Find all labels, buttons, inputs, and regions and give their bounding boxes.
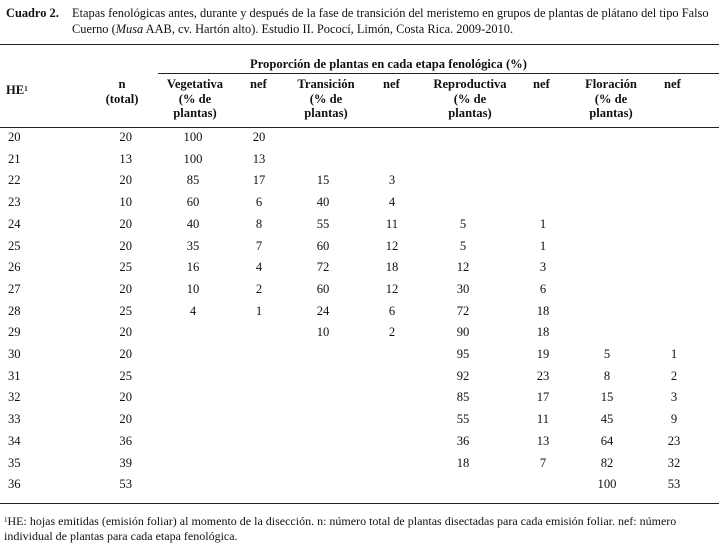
cell-reproductiva-nef: 18 [536, 325, 550, 340]
cell-reproductiva: 95 [456, 347, 470, 361]
cell-transicion-nef: 12 [385, 238, 399, 253]
cell-reproductiva: 18 [456, 455, 470, 470]
table-row [0, 195, 719, 217]
header-rule [0, 127, 719, 128]
caption-text: Etapas fenológicas antes, durante y después de la fase de transición del meristemo en grupos de plantas de plátano del tipo Falso Cuerno (Musa AAB, cv. Hartón alto). Estudio II. Pococí, Limón, Costa Rica. 2009-2010. [72, 6, 709, 36]
cell-n-total: 20 [119, 238, 132, 253]
cell-vegetativa: 10 [186, 281, 200, 296]
cell-vegetativa-nef: 8 [255, 216, 263, 231]
top-rule [0, 44, 719, 45]
cell-reproductiva-nef: 19 [536, 347, 550, 361]
cell-vegetativa-nef: 7 [255, 238, 263, 253]
cell-n-total: 20 [119, 412, 132, 427]
cell-transicion-nef: 6 [388, 303, 396, 318]
cell-vegetativa-nef: 2 [255, 281, 263, 296]
table-row [0, 239, 719, 261]
cell-reproductiva-nef: 1 [539, 216, 547, 231]
cell-transicion: 72 [316, 260, 330, 275]
cell-floracion: 15 [600, 390, 614, 405]
table-row [0, 456, 719, 478]
cell-n-total: 39 [119, 455, 132, 470]
cell-floracion: 64 [600, 433, 614, 448]
cell-floracion-nef: 1 [670, 347, 678, 361]
cell-transicion-nef: 12 [385, 281, 399, 296]
cell-transicion-nef: 18 [385, 260, 399, 275]
footnote: $^1$HE: hojas emitidas (emisión foliar) al momento de la disección. n: número total de plantas disectadas para cada emisión foliar. nef: número individual de plantas para cada etapa fenológica. [4, 514, 677, 543]
cell-transicion: 15 [316, 173, 330, 188]
cell-floracion-nef: 32 [667, 455, 681, 470]
cell-floracion-nef: 9 [670, 412, 678, 427]
cell-floracion-nef: 23 [667, 433, 681, 448]
transicion-nef-header: nef [383, 77, 400, 91]
group-title: Proporción de plantas en cada etapa fenológica (%) [250, 57, 527, 71]
cell-floracion-nef: 53 [667, 477, 681, 492]
cell-reproductiva: 72 [456, 303, 470, 318]
cell-vegetativa: 60 [186, 195, 200, 210]
cell-vegetativa: 100 [183, 130, 203, 144]
cell-n-total: 36 [119, 433, 132, 448]
cell-he: 36 [8, 477, 21, 492]
cell-reproductiva: 55 [456, 412, 470, 427]
he-header: $HE^1$ [6, 83, 28, 97]
cell-reproductiva-nef: 23 [536, 368, 550, 383]
cell-n-total: 20 [119, 173, 132, 188]
caption-label: Cuadro 2. [6, 6, 59, 20]
cell-floracion-nef: 2 [670, 368, 678, 383]
cell-he: 32 [8, 390, 21, 405]
cell-n-total: 20 [119, 390, 132, 405]
cell-he: 25 [8, 238, 21, 253]
cell-reproductiva-nef: 17 [536, 390, 550, 405]
cell-vegetativa: 100 [183, 151, 203, 166]
floracion-nef-header: nef [664, 77, 681, 91]
cell-reproductiva-nef: 3 [539, 260, 547, 275]
table-row [0, 260, 719, 282]
cell-reproductiva: 5 [459, 238, 467, 253]
floracion-header: Floración (% de plantas) [585, 77, 637, 120]
cell-he: 20 [8, 130, 21, 144]
cell-transicion-nef: 4 [388, 195, 396, 210]
table-row [0, 282, 719, 304]
cell-floracion-nef: 3 [670, 390, 678, 405]
cell-vegetativa-nef: 6 [255, 195, 263, 210]
table-row [0, 434, 719, 456]
cell-he: 30 [8, 347, 21, 361]
cell-he: 23 [8, 195, 21, 210]
cell-reproductiva: 90 [456, 325, 470, 340]
table-row [0, 130, 719, 152]
table-row [0, 477, 719, 499]
cell-transicion: 10 [316, 325, 330, 340]
cell-transicion: 60 [316, 238, 330, 253]
cell-n-total: 20 [119, 130, 132, 144]
cell-vegetativa: 40 [186, 216, 200, 231]
cell-reproductiva-nef: 13 [536, 433, 550, 448]
cell-reproductiva-nef: 1 [539, 238, 547, 253]
cell-reproductiva: 30 [456, 281, 470, 296]
cell-transicion: 24 [316, 303, 330, 318]
cell-vegetativa-nef: 13 [252, 151, 266, 166]
cell-he: 21 [8, 151, 21, 166]
cell-n-total: 20 [119, 216, 132, 231]
cell-reproductiva-nef: 7 [539, 455, 547, 470]
table-row [0, 304, 719, 326]
cell-reproductiva: 5 [459, 216, 467, 231]
cell-he: 28 [8, 303, 21, 318]
n-header: n (total) [105, 77, 139, 106]
cell-vegetativa: 35 [186, 238, 200, 253]
table-row [0, 325, 719, 347]
cell-transicion-nef: 3 [388, 173, 396, 188]
table-row [0, 152, 719, 174]
cell-transicion-nef: 2 [388, 325, 396, 340]
cell-n-total: 53 [119, 477, 132, 492]
cell-he: 22 [8, 173, 21, 188]
cell-he: 34 [8, 433, 21, 448]
cell-he: 31 [8, 368, 21, 383]
table-row [0, 369, 719, 391]
table-row [0, 173, 719, 195]
table-row [0, 347, 719, 369]
cell-n-total: 10 [119, 195, 132, 210]
cell-n-total: 20 [119, 281, 132, 296]
cell-floracion: 100 [597, 477, 617, 492]
cell-n-total: 25 [119, 260, 132, 275]
cell-vegetativa: 16 [186, 260, 200, 275]
cell-reproductiva: 85 [456, 390, 470, 405]
table-row [0, 217, 719, 239]
cell-he: 27 [8, 281, 21, 296]
table-row [0, 390, 719, 412]
cell-vegetativa: 85 [186, 173, 200, 188]
cell-floracion: 45 [600, 412, 614, 427]
cell-vegetativa-nef: 17 [252, 173, 266, 188]
cell-n-total: 20 [119, 347, 132, 361]
cell-reproductiva-nef: 18 [536, 303, 550, 318]
cell-n-total: 13 [119, 151, 132, 166]
cell-reproductiva: 92 [456, 368, 470, 383]
table-row [0, 412, 719, 434]
cell-floracion: 5 [603, 347, 611, 361]
cell-reproductiva: 36 [456, 433, 470, 448]
cell-n-total: 25 [119, 303, 132, 318]
reproductiva-header: Reproductiva (% de plantas) [433, 77, 507, 120]
cell-transicion-nef: 11 [385, 216, 399, 231]
bottom-rule [0, 503, 719, 504]
cell-vegetativa-nef: 4 [255, 260, 263, 275]
cell-vegetativa-nef: 1 [255, 303, 263, 318]
transicion-header: Transición (% de plantas) [297, 77, 355, 120]
cell-n-total: 25 [119, 368, 132, 383]
reproductiva-nef-header: nef [533, 77, 550, 91]
cell-reproductiva: 12 [456, 260, 470, 275]
cell-vegetativa: 4 [189, 303, 197, 318]
vegetativa-nef-header: nef [250, 77, 267, 91]
cell-vegetativa-nef: 20 [252, 130, 266, 144]
cell-reproductiva-nef: 11 [536, 412, 550, 427]
cell-floracion: 82 [600, 455, 614, 470]
cell-he: 24 [8, 216, 21, 231]
cell-transicion: 60 [316, 281, 330, 296]
cell-he: 35 [8, 455, 21, 470]
group-rule [158, 73, 719, 74]
vegetativa-header: Vegetativa (% de plantas) [166, 77, 224, 120]
cell-n-total: 20 [119, 325, 132, 340]
cell-he: 26 [8, 260, 21, 275]
cell-transicion: 55 [316, 216, 330, 231]
cell-floracion: 8 [603, 368, 611, 383]
cell-reproductiva-nef: 6 [539, 281, 547, 296]
cell-transicion: 40 [316, 195, 330, 210]
cell-he: 33 [8, 412, 21, 427]
cell-he: 29 [8, 325, 21, 340]
